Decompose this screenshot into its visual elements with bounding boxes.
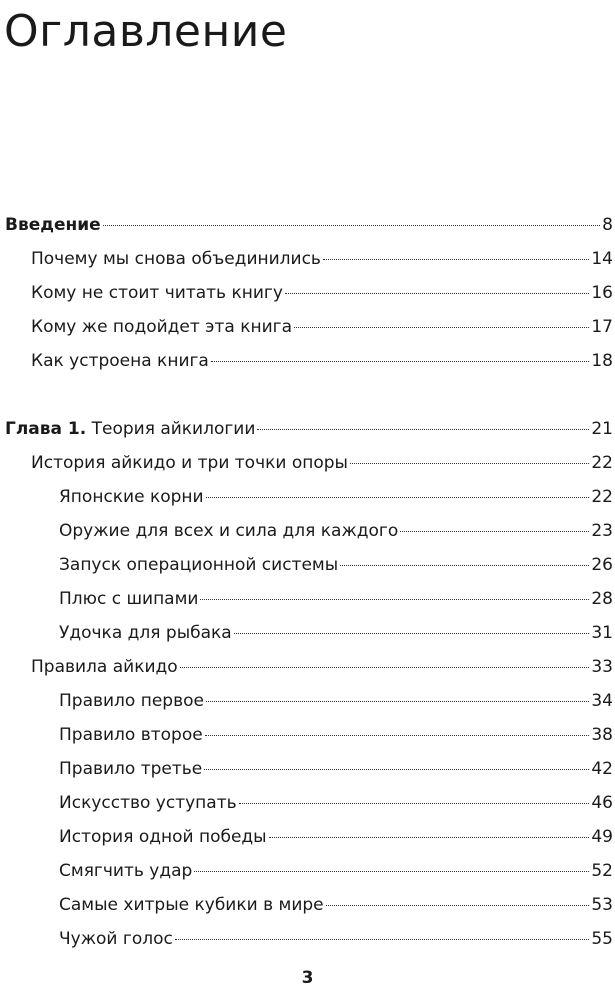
toc-entry-page: 42	[591, 759, 613, 779]
toc-entry-page: 17	[591, 317, 613, 337]
toc-entry-title	[31, 276, 283, 310]
page-number: 3	[301, 968, 314, 988]
toc-entry-bold-label: Введение	[5, 215, 101, 235]
toc-entry-page: 28	[591, 589, 613, 609]
dot-leader	[205, 735, 590, 736]
dot-leader	[206, 497, 590, 498]
toc-entry-title	[31, 310, 292, 344]
toc-entry-label: Кому не стоит читать книгу	[31, 283, 283, 303]
toc-entry-page: 21	[591, 419, 613, 439]
toc-entry	[0, 854, 613, 888]
toc-entry-title	[59, 922, 173, 956]
dot-leader	[200, 599, 589, 600]
toc-entry-label: Чужой голос	[59, 929, 173, 949]
toc-entry-title	[59, 480, 204, 514]
toc-entry-title	[5, 412, 255, 446]
toc-entry-title	[59, 888, 324, 922]
toc-entry-page: 23	[591, 521, 613, 541]
toc-entry-page: 46	[591, 793, 613, 813]
dot-leader	[239, 803, 590, 804]
toc-entry-page: 53	[591, 895, 613, 915]
toc-entry-label: Теория айкилогии	[86, 419, 256, 439]
toc-entry	[0, 888, 613, 922]
toc-entry	[0, 208, 613, 242]
toc-entry	[0, 446, 613, 480]
toc-entry-title	[31, 344, 209, 378]
toc-entry	[0, 922, 613, 956]
toc-entry	[0, 820, 613, 854]
toc-entry	[0, 310, 613, 344]
toc-entry-title	[31, 446, 348, 480]
toc-entry-title	[59, 718, 203, 752]
toc-entry-label: Почему мы снова объединились	[31, 249, 321, 269]
toc-entry-label: Оружие для всех и сила для каждого	[59, 521, 399, 541]
toc-entry-page: 22	[591, 487, 613, 507]
toc-entry-page: 31	[591, 623, 613, 643]
toc-entry-page: 55	[591, 929, 613, 949]
dot-leader	[326, 905, 590, 906]
dot-leader	[204, 769, 589, 770]
toc-entry-page: 26	[591, 555, 613, 575]
toc-entry-label: Смягчить удар	[59, 861, 193, 881]
toc-entry-label: Правило первое	[59, 691, 204, 711]
toc-entry-label: Плюс с шипами	[59, 589, 199, 609]
toc-entry-title	[59, 786, 237, 820]
toc-entry-title	[59, 514, 398, 548]
page-title: Оглавление	[4, 6, 288, 57]
toc-entry-page: 34	[591, 691, 613, 711]
toc-entry-page: 52	[591, 861, 613, 881]
toc-entry-title	[59, 684, 204, 718]
toc-entry	[0, 344, 613, 378]
toc-entry-page: 33	[591, 657, 613, 677]
toc-entry-page: 14	[591, 249, 613, 269]
toc-entry-label: Удочка для рыбака	[59, 623, 232, 643]
dot-leader	[400, 531, 589, 532]
toc-entry-title	[59, 582, 198, 616]
toc-entry-label: Японские корни	[59, 487, 204, 507]
toc-entry	[0, 582, 613, 616]
table-of-contents	[0, 208, 613, 956]
toc-entry-label: Самые хитрые кубики в мире	[59, 895, 324, 915]
toc-entry	[0, 412, 613, 446]
toc-entry-page: 49	[591, 827, 613, 847]
toc-entry-title	[59, 752, 202, 786]
toc-entry	[0, 650, 613, 684]
toc-entry-title	[31, 242, 321, 276]
toc-entry-label: Как устроена книга	[31, 351, 209, 371]
toc-entry	[0, 548, 613, 582]
dot-leader	[211, 361, 590, 362]
dot-leader	[103, 225, 600, 226]
toc-entry-label: Правило третье	[59, 759, 203, 779]
dot-leader	[206, 701, 589, 702]
dot-leader	[340, 565, 589, 566]
dot-leader	[180, 667, 590, 668]
toc-entry-page: 16	[591, 283, 613, 303]
toc-entry-title	[59, 820, 267, 854]
toc-entry	[0, 752, 613, 786]
toc-entry-page: 38	[591, 725, 613, 745]
toc-entry	[0, 786, 613, 820]
dot-leader	[350, 463, 589, 464]
dot-leader	[294, 327, 589, 328]
toc-entry	[0, 718, 613, 752]
toc-entry-label: История одной победы	[59, 827, 267, 847]
dot-leader	[323, 259, 589, 260]
toc-entry-bold-label: Глава 1.	[5, 419, 87, 439]
toc-entry	[0, 616, 613, 650]
toc-entry-page: 8	[602, 215, 613, 235]
toc-entry-label: Кому же подойдет эта книга	[31, 317, 293, 337]
dot-leader	[234, 633, 590, 634]
toc-entry	[0, 684, 613, 718]
toc-entry-label: Запуск операционной системы	[59, 555, 339, 575]
toc-entry-title	[5, 208, 101, 242]
dot-leader	[175, 939, 590, 940]
toc-entry-page: 18	[591, 351, 613, 371]
toc-entry-title	[59, 616, 232, 650]
toc-entry-page: 22	[591, 453, 613, 473]
dot-leader	[257, 429, 589, 430]
toc-entry	[0, 480, 613, 514]
toc-entry-label: Правила айкидо	[31, 657, 178, 677]
toc-entry-title	[31, 650, 178, 684]
toc-entry-label: История айкидо и три точки опоры	[31, 453, 348, 473]
dot-leader	[194, 871, 589, 872]
toc-entry-label: Искусство уступать	[59, 793, 237, 813]
toc-entry-title	[59, 854, 192, 888]
dot-leader	[285, 293, 589, 294]
dot-leader	[269, 837, 590, 838]
toc-entry	[0, 514, 613, 548]
toc-entry-title	[59, 548, 338, 582]
toc-entry-label: Правило второе	[59, 725, 203, 745]
toc-entry	[0, 276, 613, 310]
toc-entry	[0, 242, 613, 276]
